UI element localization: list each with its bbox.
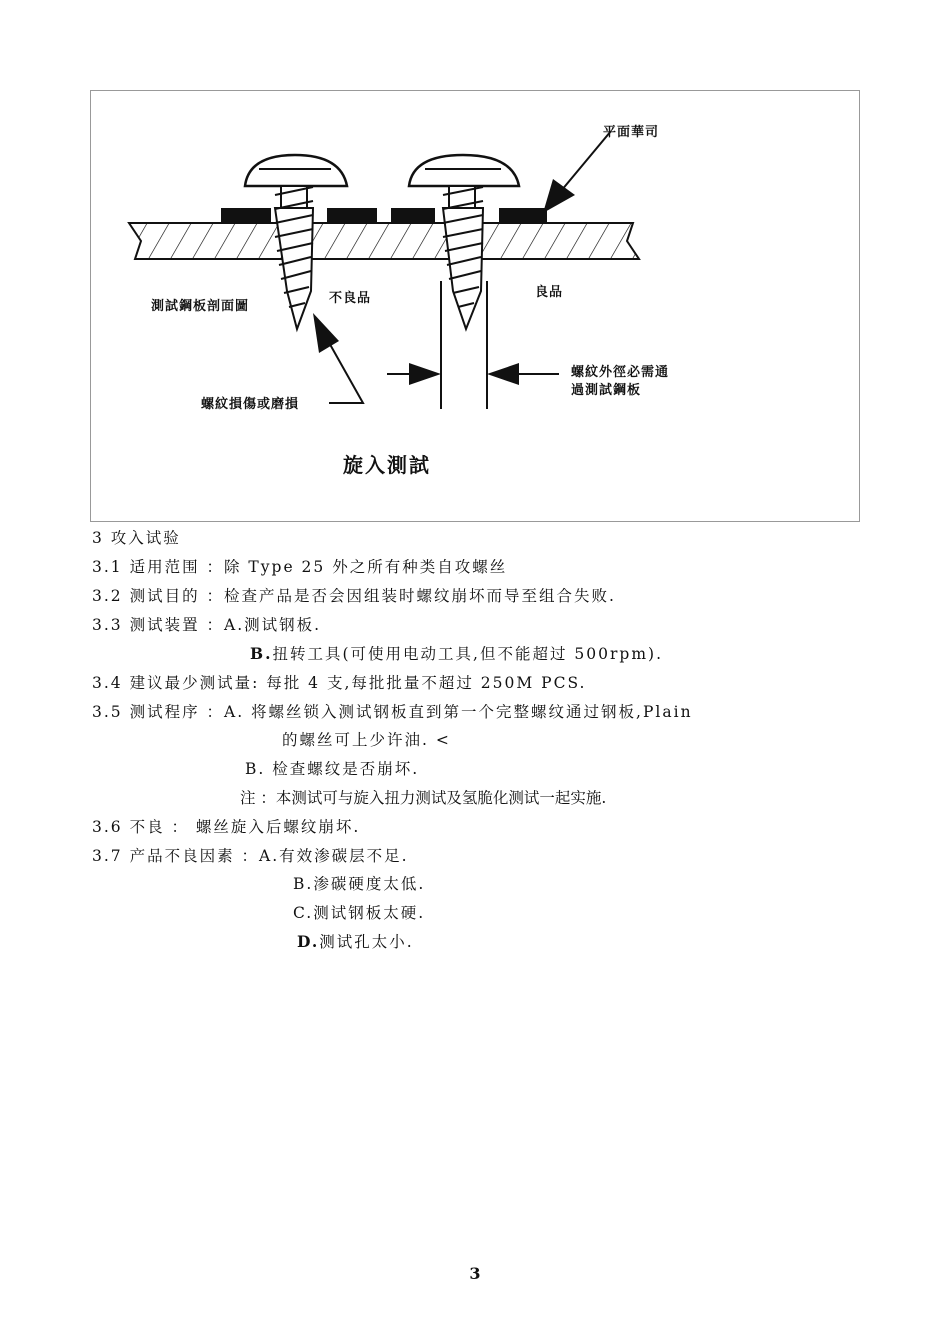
steel-plate <box>129 223 639 259</box>
section-3-5-b: B. 检查螺纹是否崩坏. <box>245 760 420 778</box>
page-number: 3 <box>469 1264 481 1283</box>
section-3-7-b: B.渗碳硬度太低. <box>293 875 426 893</box>
bad-product-label: 不良品 <box>329 291 372 306</box>
item-key-b: B. <box>250 644 273 663</box>
section-3-7: 3.7 产品不良因素 ：A.有效渗碳层不足. <box>92 847 409 865</box>
section-3-1: 3.1 适用范围 ：除 Type 25 外之所有种类自攻螺丝 <box>92 558 508 576</box>
section-3-6: 3.6 不良 ： 螺丝旋入后螺纹崩坏. <box>92 818 361 836</box>
section-3-2: 3.2 测试目的 ：检查产品是否会因组装时螺纹崩坏而导至组合失败. <box>92 587 616 605</box>
item-text-b: 扭转工具(可使用电动工具,但不能超过 500rpm). <box>272 645 663 663</box>
section-3-4: 3.4 建议最少测试量: 每批 4 支,每批批量不超过 250M PCS. <box>92 674 587 692</box>
section-3-heading: 3 攻入试验 <box>92 529 181 547</box>
washer-arrow <box>543 131 611 213</box>
item-text-d: 测试孔太小. <box>319 933 414 951</box>
damage-arrow <box>313 313 363 403</box>
section-3-5-continuation: 的螺丝可上少许油. < <box>282 731 451 749</box>
flat-washer-label: 平面華司 <box>603 125 660 140</box>
figure-title: 旋入測試 <box>343 453 431 477</box>
section-3-7-c: C.测试钢板太硬. <box>293 904 426 922</box>
section-3-5: 3.5 测试程序 ：A. 将螺丝锁入测试钢板直到第一个完整螺纹通过钢板,Plain <box>92 703 693 721</box>
diameter-note-line2: 過測試鋼板 <box>571 383 642 398</box>
flat-washers <box>221 208 547 223</box>
section-3-7-d <box>297 932 414 952</box>
section-3-3: 3.3 测试装置 ：A.测试钢板. <box>92 616 322 634</box>
thread-damage-label: 螺紋損傷或磨損 <box>201 397 300 412</box>
figure-frame <box>90 90 860 522</box>
section-3-5-note: 注 ：本测试可与旋入扭力测试及氢脆化测试一起实施. <box>240 789 607 807</box>
good-product-label: 良品 <box>535 285 564 300</box>
section-3-3-b <box>250 644 663 664</box>
item-key-d: D. <box>297 932 320 951</box>
section-label: 測試鋼板剖面圖 <box>151 299 250 314</box>
diameter-note-line1: 螺紋外徑必需通 <box>571 365 670 380</box>
